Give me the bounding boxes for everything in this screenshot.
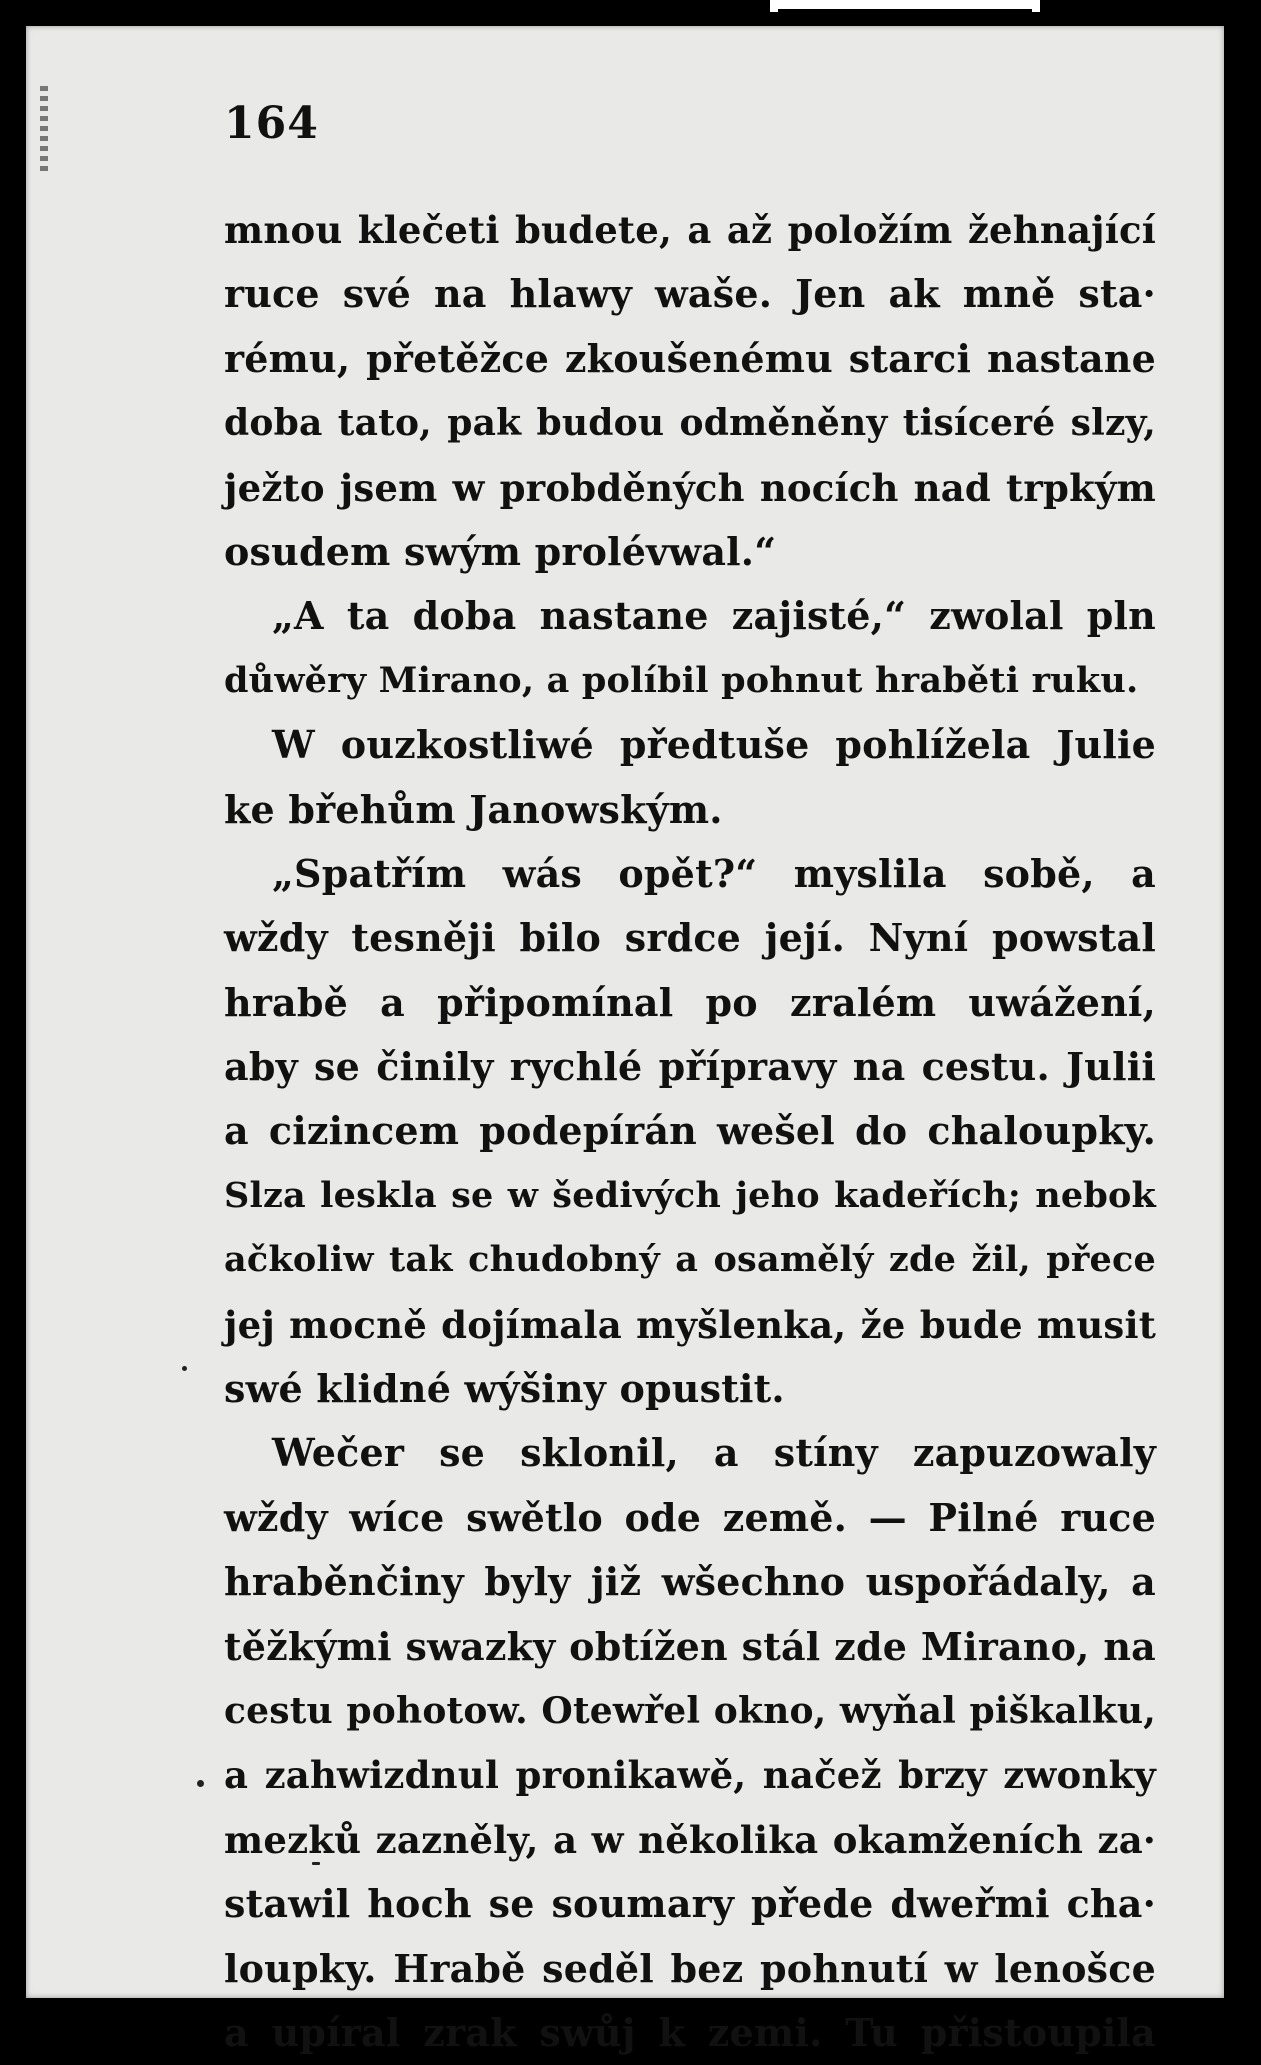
text-line: a cizincem podepírán wešel do chaloupky. — [224, 1108, 1156, 1154]
text-line: těžkými swazky obtížen stál zde Mirano, na — [224, 1623, 1156, 1669]
text-line: stawil hoch se soumary přede dweřmi cha· — [224, 1881, 1156, 1927]
text-line: „A ta doba nastane zajisté,“ zwolal pln — [272, 593, 1156, 639]
text-line: a upíral zrak swůj k zemi. Tu přistoupila — [224, 2009, 1156, 2055]
text-line: swé klidné wýšiny opustit. — [224, 1366, 785, 1412]
text-line: důwěry Mirano, a políbil pohnut hraběti ruku. — [224, 659, 1139, 701]
text-line: ruce své na hlawy waše. Jen ak mně sta· — [224, 271, 1156, 317]
text-line: „Spatřím wás opět?“ myslila sobě, a — [272, 850, 1156, 896]
print-speck — [197, 1780, 204, 1787]
text-line: hraběnčiny byly již wšechno uspořádaly, a — [224, 1559, 1156, 1605]
text-line: jej mocně dojímala myšlenka, že bude musit — [224, 1302, 1156, 1347]
text-line: rému, přetěžce zkoušenému starci nastane — [224, 335, 1156, 381]
text-line: a zahwizdnul pronikawě, načež brzy zwonky — [224, 1753, 1156, 1798]
print-speck — [312, 1862, 320, 1865]
text-line: ježto jsem w probděných nocích nad trpkým — [224, 465, 1156, 510]
body-text — [224, 198, 1156, 2065]
text-line: wždy tesněji bilo srdce její. Nyní powstal — [224, 915, 1156, 961]
text-line: hrabě a připomínal po zralém uwážení, — [224, 979, 1156, 1025]
text-line: cestu pohotow. Otewřel okno, wyňal piškalku, — [224, 1689, 1156, 1732]
text-line: loupky. Hrabě seděl bez pohnutí w lenošce — [224, 1945, 1156, 1991]
binding-gutter-mark — [40, 86, 48, 176]
text-line: Wečer se sklonil, a stíny zapuzowaly — [272, 1430, 1156, 1476]
text-line: ke břehům Janowským. — [224, 786, 723, 832]
scan-edge-tab — [770, 0, 1040, 12]
print-speck — [182, 1366, 187, 1371]
text-line: Slza leskla se w šedivých jeho kadeřích; nebok — [224, 1174, 1156, 1216]
text-line: W ouzkostliwé předtuše pohlížela Julie — [272, 722, 1156, 768]
text-line: wždy wíce swětlo ode země. — Pilné ruce — [224, 1494, 1156, 1540]
text-line: mnou klečeti budete, a až položím žehnající — [224, 208, 1156, 252]
book-page — [26, 26, 1224, 2055]
text-line: ačkoliw tak chudobný a osamělý zde žil, přece — [224, 1239, 1156, 1281]
page-number: 164 — [224, 98, 319, 149]
text-line: osudem swým prolévwal.“ — [224, 528, 777, 574]
text-line: mezků zazněly, a w několika okamženích za· — [224, 1817, 1156, 1862]
text-line: doba tato, pak budou odměněny tisíceré slzy, — [224, 402, 1156, 445]
text-line: aby se činily rychlé přípravy na cestu. Julii — [224, 1044, 1156, 1090]
